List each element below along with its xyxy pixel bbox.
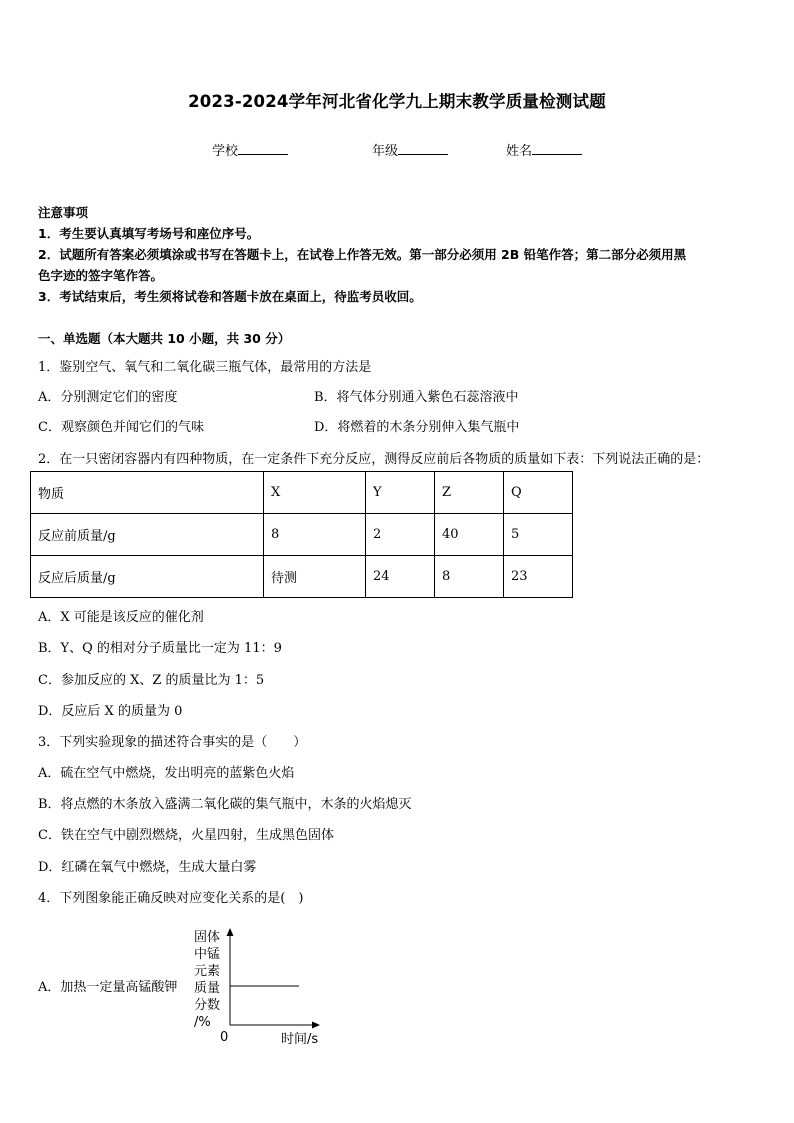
school-label: 学校: [212, 144, 239, 159]
notice-item: 2．试题所有答案必须填涂或书写在答题卡上，在试卷上作答无效。第一部分必须用 2B 铅笔作答；第二部分必须用黑: [38, 247, 687, 262]
grade-label: 年级: [372, 144, 399, 159]
table-cell: 2: [366, 514, 435, 556]
table-cell: Z: [435, 472, 504, 514]
page-title: 2023-2024学年河北省化学九上期末教学质量检测试题: [188, 92, 606, 111]
y-axis-label-line: 固体: [194, 930, 221, 945]
table-cell: X: [264, 472, 366, 514]
table-cell: 反应前质量/g: [31, 514, 264, 556]
q2-option-d[interactable]: D．反应后 X 的质量为 0: [38, 704, 183, 719]
name-label: 姓名: [506, 144, 533, 159]
y-axis-label-line: /%: [194, 1015, 211, 1030]
q4-graph-a: [185, 925, 335, 1050]
question-1-stem: 1．鉴别空气、氧气和二氧化碳三瓶气体，最常用的方法是: [38, 360, 372, 375]
q3-option-b[interactable]: B．将点燃的木条放入盛满二氧化碳的集气瓶中，木条的火焰熄灭: [38, 797, 412, 812]
section-heading: 一、单选题（本大题共 10 小题，共 30 分）: [38, 331, 291, 346]
q4-option-a[interactable]: A．加热一定量高锰酸钾: [38, 980, 178, 995]
y-axis-arrow-icon: [227, 928, 234, 936]
table-row: [31, 514, 573, 556]
notice-item: 3．考试结束后，考生须将试卷和答题卡放在桌面上，待监考员收回。: [38, 289, 422, 304]
q2-option-b[interactable]: B．Y、Q 的相对分子质量比一定为 11：9: [38, 641, 282, 656]
table-cell: 待测: [264, 556, 366, 598]
q2-option-c[interactable]: C．参加反应的 X、Z 的质量比为 1：5: [38, 673, 265, 688]
y-axis-label-line: 分数: [194, 998, 221, 1013]
table-cell: 8: [435, 556, 504, 598]
table-cell: 8: [264, 514, 366, 556]
x-axis-label: 时间/s: [281, 1032, 319, 1047]
question-2-stem: 2．在一只密闭容器内有四种物质，在一定条件下充分反应，测得反应前后各物质的质量如下表：下列说法正确的是：: [38, 452, 710, 467]
question-4-stem: 4．下列图象能正确反映对应变化关系的是( ): [38, 891, 304, 906]
table-cell: 40: [435, 514, 504, 556]
y-axis-label-line: 中锰: [194, 947, 221, 962]
table-cell: 5: [504, 514, 573, 556]
q1-option-b[interactable]: B．将气体分别通入紫色石蕊溶液中: [314, 390, 519, 405]
name-field: [506, 140, 582, 159]
q3-option-d[interactable]: D．红磷在氧气中燃烧，生成大量白雾: [38, 860, 257, 875]
notice-item: 色字迹的签字笔作答。: [38, 268, 164, 283]
x-axis-arrow-icon: [312, 1022, 320, 1029]
grade-field: [372, 140, 448, 159]
y-axis-label-line: 元素: [194, 964, 221, 979]
mass-table: [30, 471, 573, 598]
table-row: [31, 556, 573, 598]
y-axis-label-line: 质量: [194, 981, 221, 996]
table-cell: 23: [504, 556, 573, 598]
q3-option-a[interactable]: A．硫在空气中燃烧，发出明亮的蓝紫色火焰: [38, 766, 295, 781]
table-cell: 物质: [31, 472, 264, 514]
q3-option-c[interactable]: C．铁在空气中剧烈燃烧，火星四射，生成黑色固体: [38, 828, 334, 843]
grade-blank[interactable]: [398, 143, 448, 155]
question-3-stem: 3．下列实验现象的描述符合事实的是（ ）: [38, 735, 307, 750]
name-blank[interactable]: [532, 143, 582, 155]
table-row: [31, 472, 573, 514]
table-cell: Q: [504, 472, 573, 514]
origin-label: 0: [220, 1030, 229, 1045]
table-cell: Y: [366, 472, 435, 514]
table-cell: 反应后质量/g: [31, 556, 264, 598]
table-cell: 24: [366, 556, 435, 598]
school-field: [212, 140, 288, 159]
q1-option-a[interactable]: A．分别测定它们的密度: [38, 390, 178, 405]
school-blank[interactable]: [238, 143, 288, 155]
notice-item: 1．考生要认真填写考场号和座位序号。: [38, 226, 260, 241]
q1-option-c[interactable]: C．观察颜色并闻它们的气味: [38, 420, 204, 435]
q2-option-a[interactable]: A．X 可能是该反应的催化剂: [38, 610, 204, 625]
q1-option-d[interactable]: D．将燃着的木条分别伸入集气瓶中: [314, 420, 520, 435]
notice-heading: 注意事项: [38, 205, 89, 220]
